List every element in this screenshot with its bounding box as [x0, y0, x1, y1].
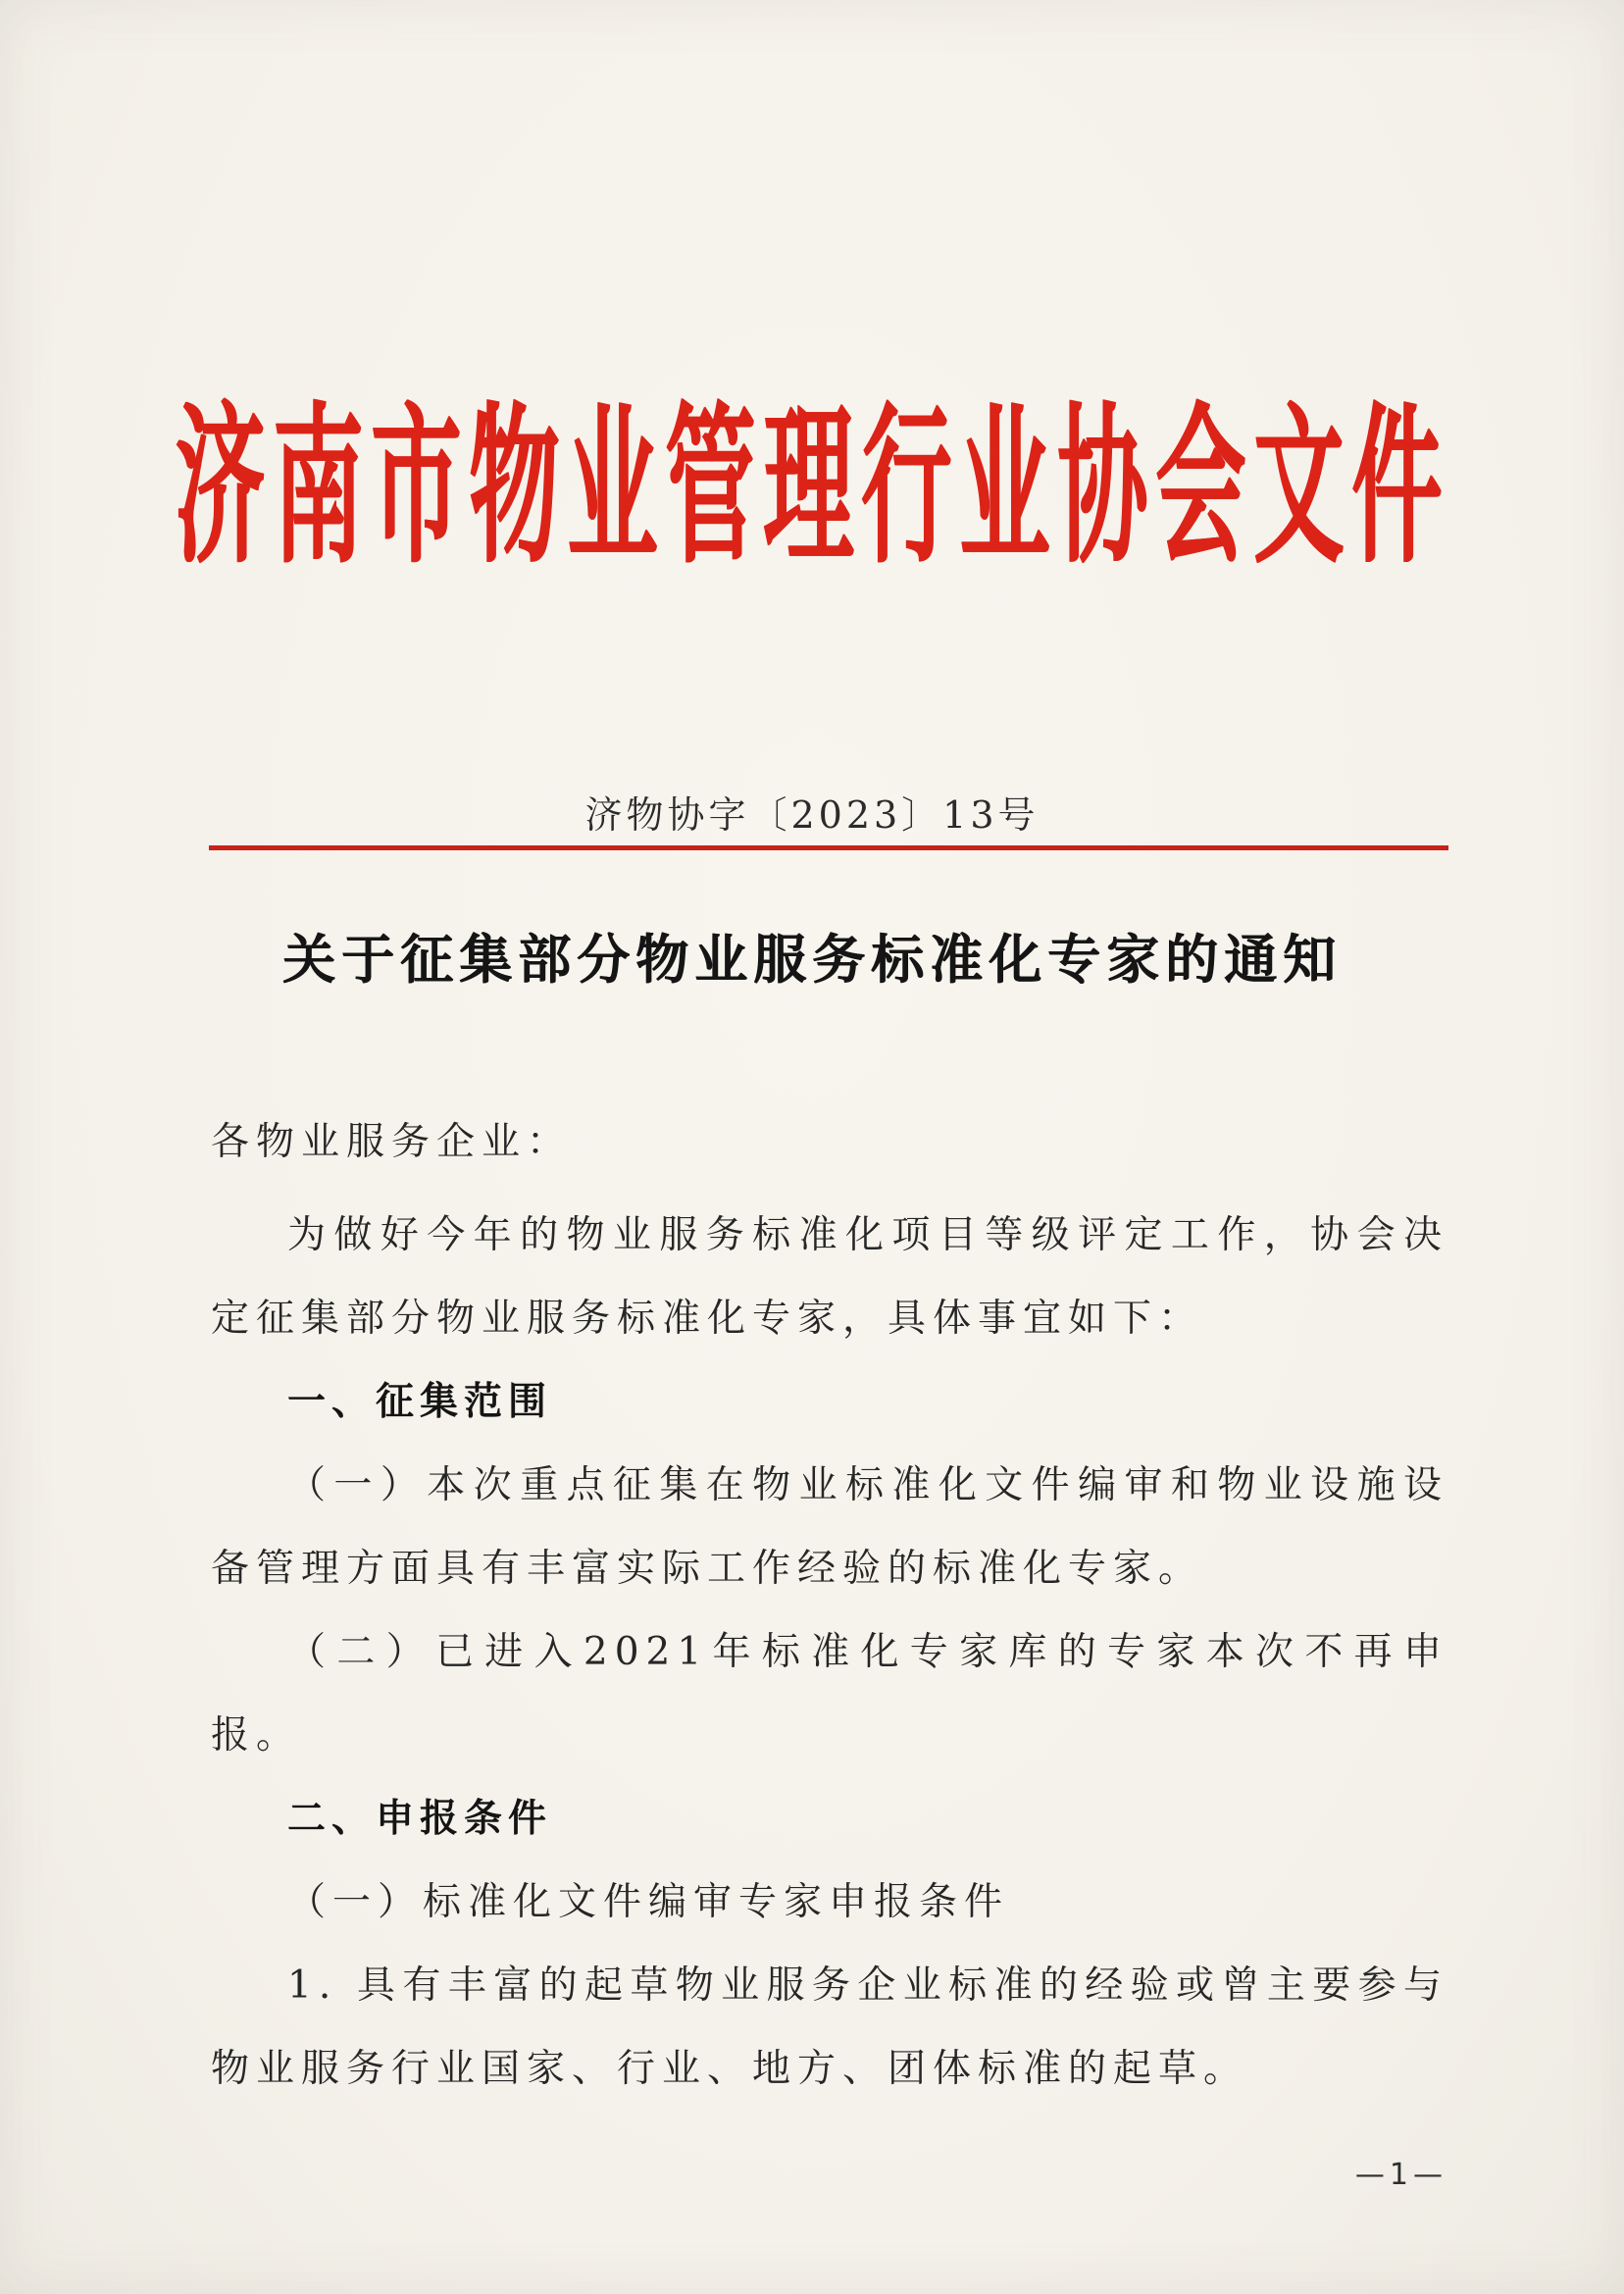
notice-title: 关于征集部分物业服务标准化专家的通知 [282, 928, 1342, 991]
body-paragraph: （一）本次重点征集在物业标准化文件编审和物业设施设备管理方面具有丰富实际工作经验的标准化专家。 [211, 1463, 1448, 1591]
masthead [0, 385, 1624, 587]
body-paragraph: （一）标准化文件编审专家申报条件 [287, 1880, 1010, 1924]
red-divider-rule [209, 845, 1448, 850]
page-number: —1— [1354, 2158, 1447, 2192]
notice-body [211, 1100, 1448, 2111]
section-heading-2: 二、申报条件 [287, 1797, 553, 1841]
body-paragraph: （二）已进入2021年标准化专家库的专家本次不再申报。 [211, 1630, 1448, 1758]
salutation: 各物业服务企业： [211, 1120, 573, 1164]
org-title: 济南市物业管理行业协会文件 [174, 385, 1449, 587]
doc-number: 济物协字〔2023〕13号 [584, 793, 1040, 837]
section-heading-1: 一、征集范围 [287, 1380, 553, 1424]
body-paragraph: 1. 具有丰富的起草物业服务企业标准的经验或曾主要参与物业服务行业国家、行业、地方、团体标准的起草。 [211, 1963, 1448, 2091]
body-paragraph: 为做好今年的物业服务标准化项目等级评定工作，协会决定征集部分物业服务标准化专家，具体事宜如下： [211, 1213, 1448, 1341]
